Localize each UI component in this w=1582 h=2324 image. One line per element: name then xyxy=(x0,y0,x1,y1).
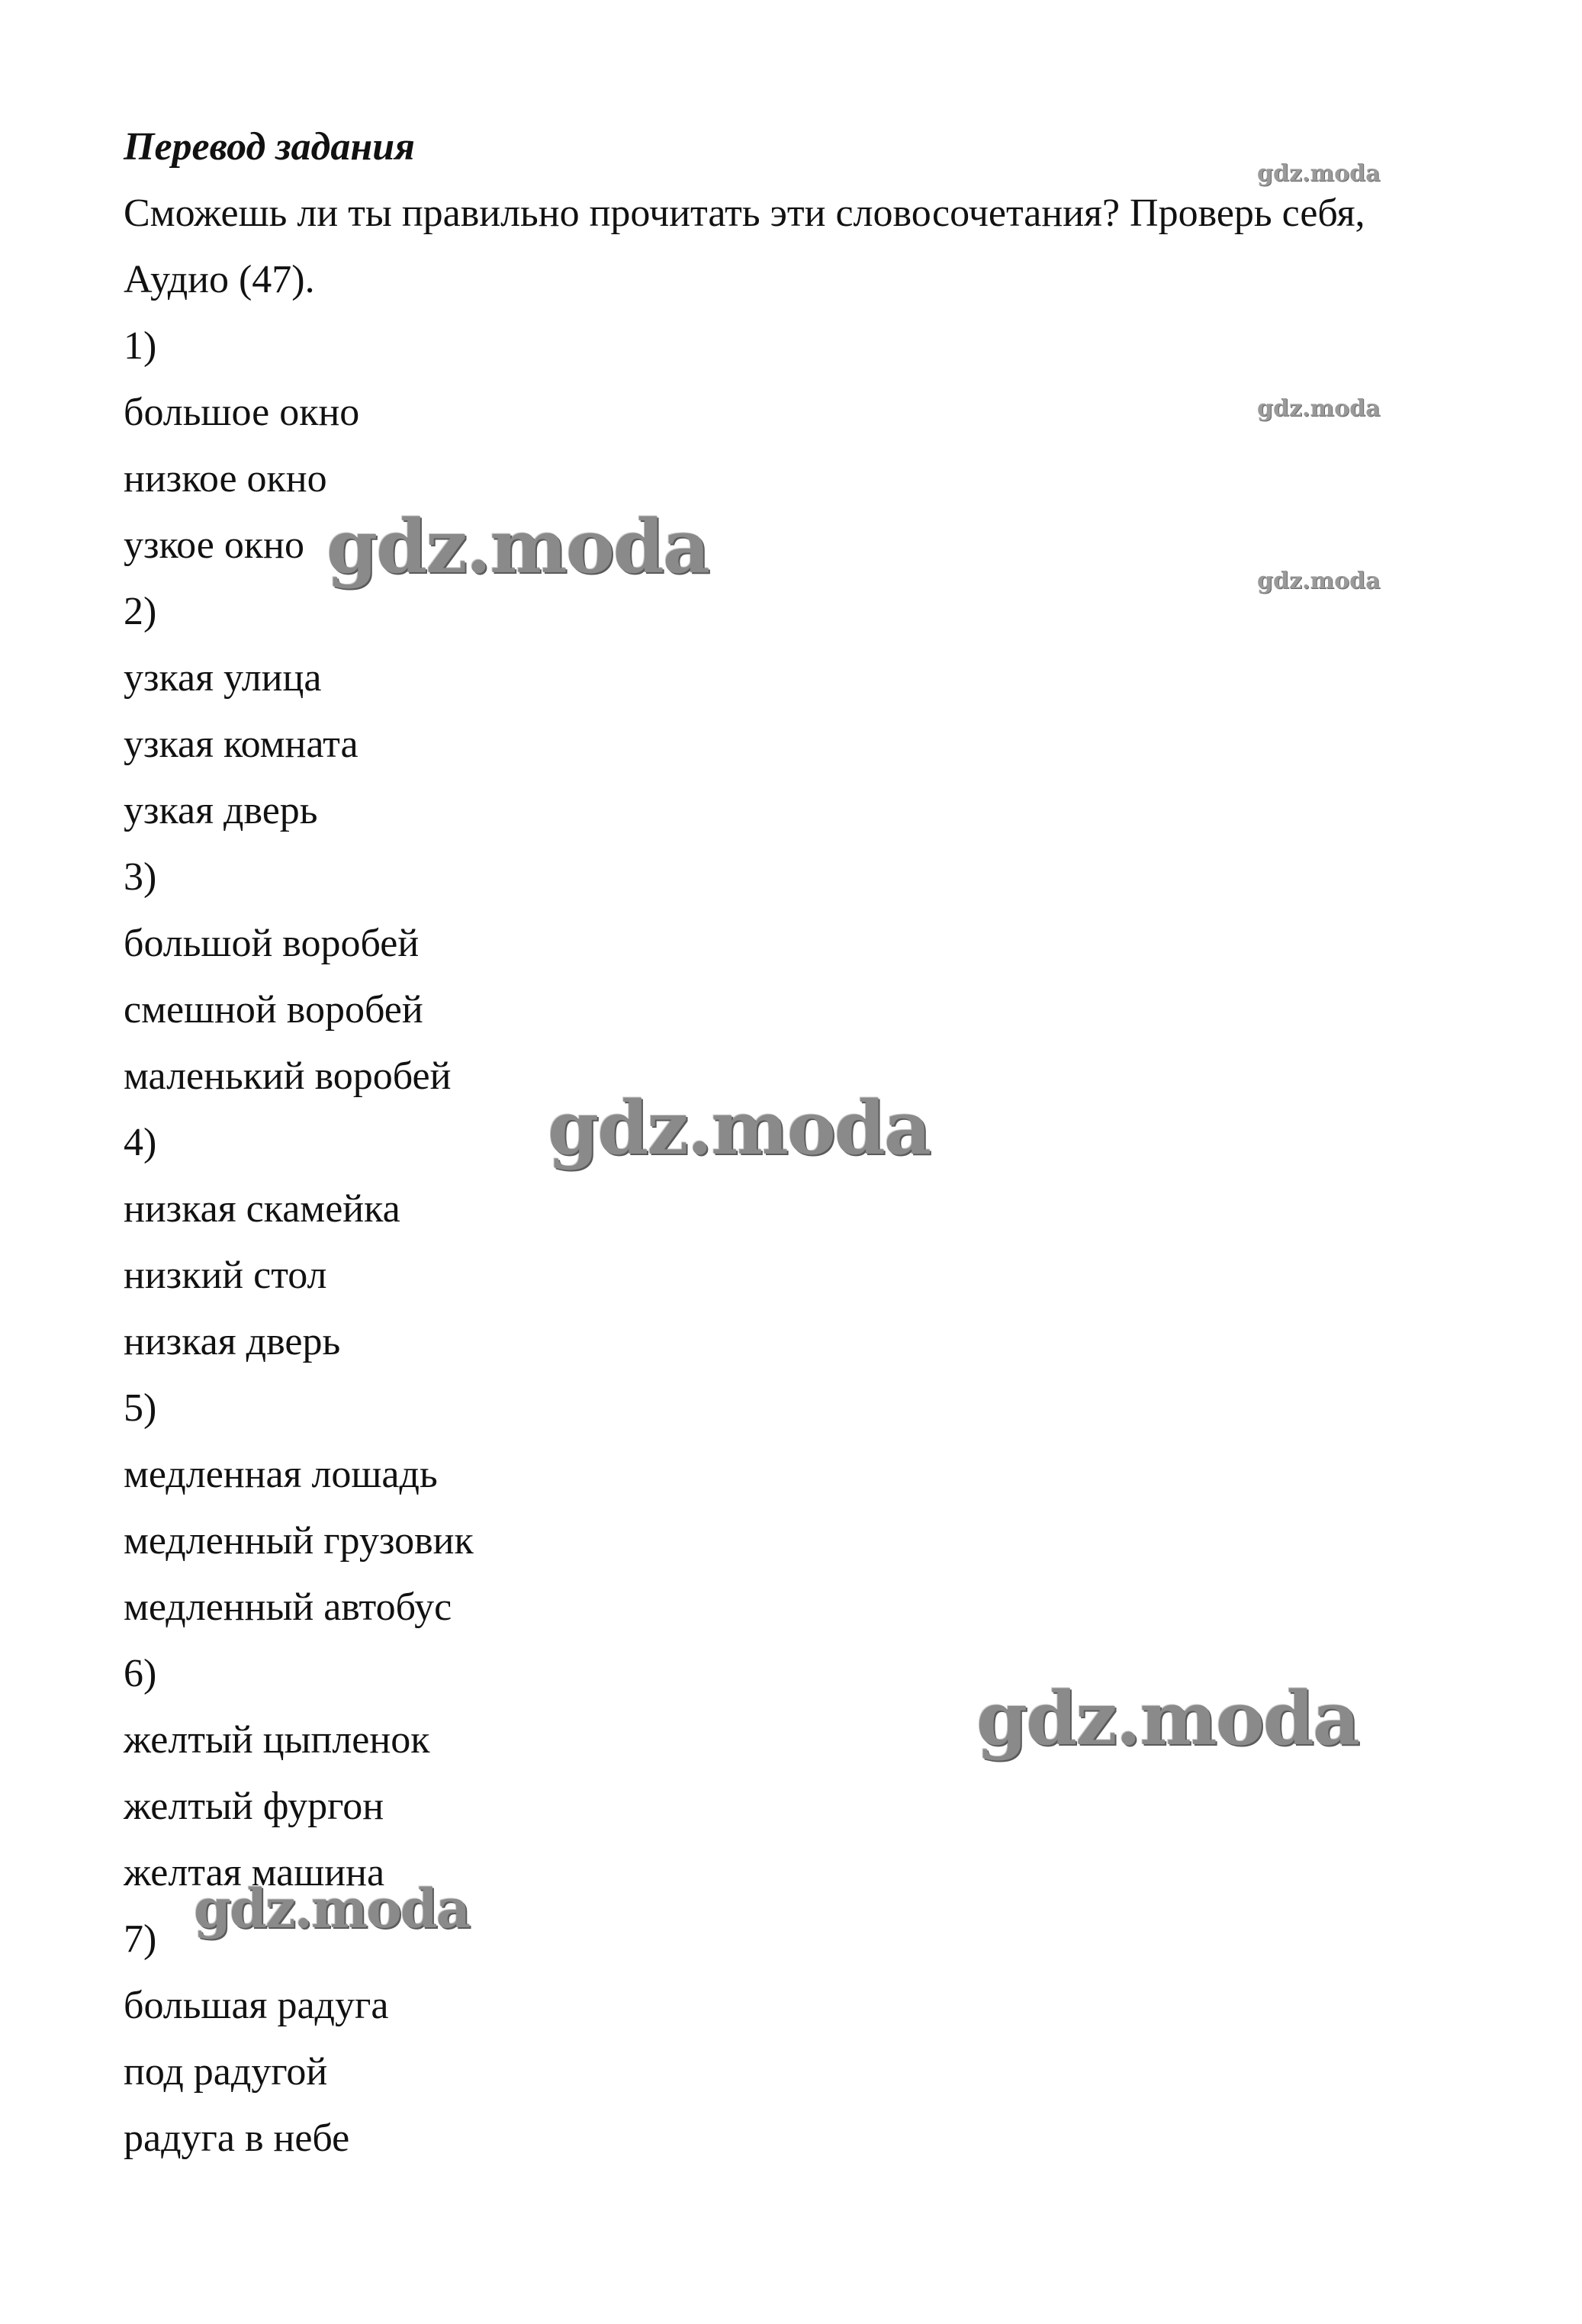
phrase-item: узкая улица xyxy=(124,656,322,700)
group-number: 1) xyxy=(124,324,157,368)
phrase-item: желтый цыпленок xyxy=(124,1718,430,1762)
phrase-item: большая радуга xyxy=(124,1984,389,2027)
phrase-item: желтая машина xyxy=(124,1851,385,1894)
phrase-item: медленная лошадь xyxy=(124,1453,438,1496)
watermark: gdz.moda xyxy=(1257,568,1381,594)
phrase-item: низкая дверь xyxy=(124,1320,341,1363)
task-instruction: Сможешь ли ты правильно прочитать эти словосочетания? Проверь себя, Аудио (47). xyxy=(124,192,1365,301)
group-1 xyxy=(124,313,1466,578)
group-number: 3) xyxy=(124,855,157,899)
phrase-item: узкое окно xyxy=(124,523,304,567)
phrase-item: низкая скамейка xyxy=(124,1187,400,1231)
group-5 xyxy=(124,1375,1466,1640)
watermark: gdz.moda xyxy=(1257,395,1381,422)
page-title: Перевод задания xyxy=(124,125,415,169)
group-number: 5) xyxy=(124,1386,157,1430)
phrase-item: низкий стол xyxy=(124,1254,327,1297)
group-number: 2) xyxy=(124,590,157,633)
watermark: gdz.moda xyxy=(1257,160,1381,187)
phrase-item: узкая дверь xyxy=(124,789,318,832)
phrase-item: радуга в небе xyxy=(124,2116,350,2160)
phrase-item: смешной воробей xyxy=(124,988,423,1032)
phrase-item: под радугой xyxy=(124,2050,328,2094)
phrase-item: узкая комната xyxy=(124,723,359,766)
phrase-item: медленный грузовик xyxy=(124,1519,474,1563)
phrase-item: маленький воробей xyxy=(124,1054,452,1098)
group-7 xyxy=(124,1906,1466,2171)
watermark: gdz.moda xyxy=(548,1085,931,1171)
watermark: gdz.moda xyxy=(194,1877,470,1940)
phrase-item: большой воробей xyxy=(124,922,420,965)
phrase-item: большое окно xyxy=(124,391,360,434)
group-2 xyxy=(124,578,1466,844)
group-number: 7) xyxy=(124,1917,157,1961)
group-3 xyxy=(124,844,1466,1109)
group-number: 6) xyxy=(124,1652,157,1695)
watermark: gdz.moda xyxy=(326,504,709,590)
group-number: 4) xyxy=(124,1121,157,1164)
watermark: gdz.moda xyxy=(976,1675,1359,1762)
phrase-item: медленный автобус xyxy=(124,1585,452,1629)
phrase-item: низкое окно xyxy=(124,457,327,501)
phrase-item: желтый фургон xyxy=(124,1785,384,1828)
